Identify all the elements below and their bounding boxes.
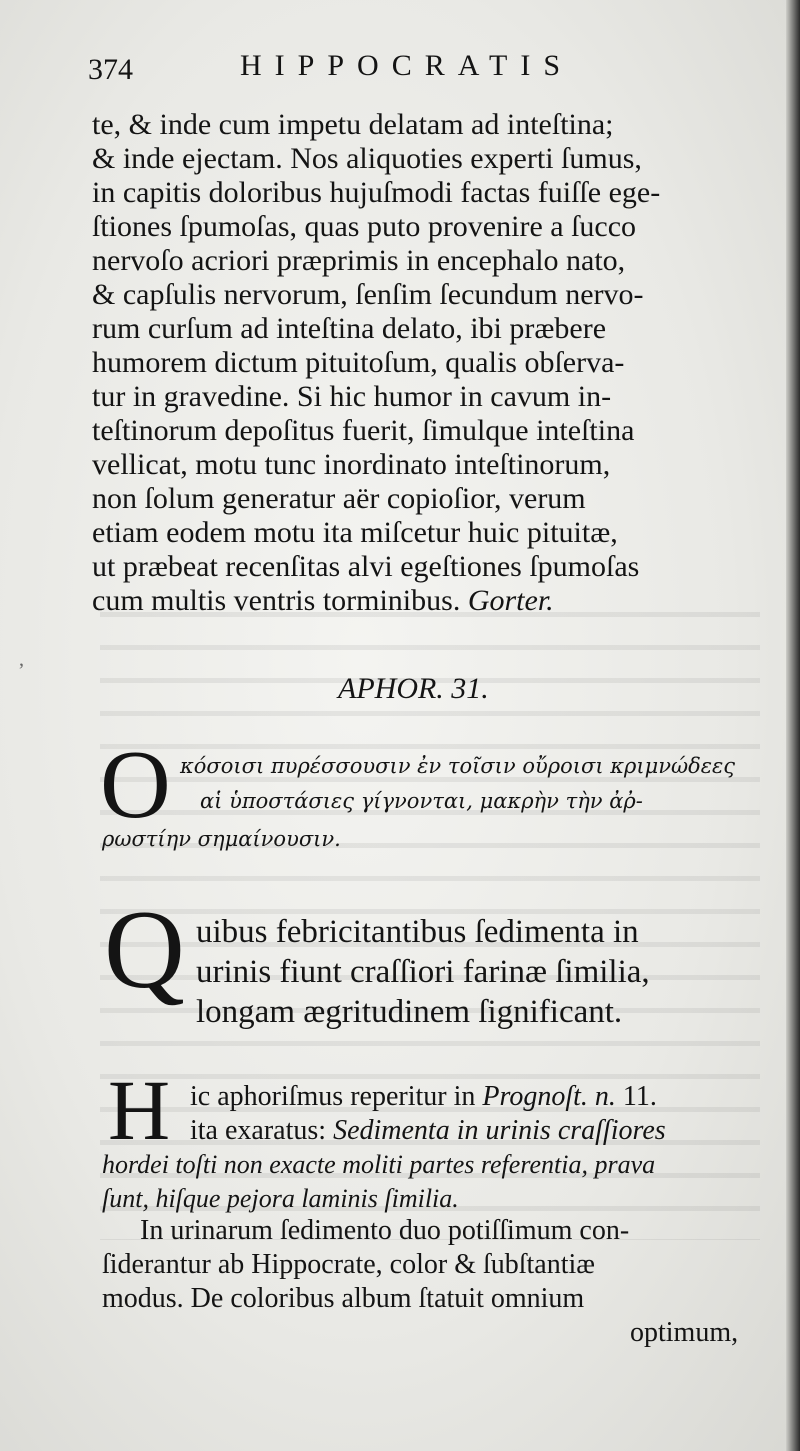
aphorism-heading: APHOR. 31.: [338, 672, 489, 705]
latin-line: longam ægritudinem ſignificant.: [196, 994, 623, 1030]
greek-line: αἱ ὑποστάσιες γίγνονται, μακρὴν τὴν ἀῤ-: [200, 789, 643, 813]
text-line: tur in gravedine. Si hic humor in cavum in-: [92, 380, 612, 413]
text-line: nervoſo acriori præprimis in encephalo nato,: [92, 244, 626, 277]
text-line: teſtinorum depoſitus fuerit, ſimulque inteſtina: [92, 414, 635, 447]
text-fragment: cum multis ventris torminibus.: [92, 584, 461, 617]
commentary-line: In urinarum ſedimento duo potiſſimum con-: [140, 1215, 630, 1246]
latin-line: urinis fiunt craſſiori farinæ ſimilia,: [196, 954, 650, 990]
text-line: ſtiones ſpumoſas, quas puto provenire a ſucco: [92, 210, 637, 243]
text-line: & capſulis nervorum, ſenſim ſecundum nervo-: [92, 278, 644, 311]
quoted-text: Sedimenta in urinis craſſiores: [333, 1115, 666, 1146]
margin-mark: ʼ: [18, 660, 25, 682]
source-reference: Prognoſt. n.: [482, 1081, 616, 1112]
text-line: rum curſum ad inteſtina delato, ibi præbere: [92, 312, 607, 345]
text-line: non ſolum generatur aër copioſior, verum: [92, 482, 586, 515]
text-line: vellicat, motu tunc inordinato inteſtinorum,: [92, 448, 611, 481]
text-line: ut præbeat recenſitas alvi egeſtiones ſpumoſas: [92, 550, 640, 583]
greek-line: κόσοισι πυρέσσουσιν ἐν τοῖσιν οὔροισι κριμνώδεες: [180, 754, 736, 778]
reference-number: 11.: [622, 1081, 657, 1112]
text-line: te, & inde cum impetu delatam ad inteſtina;: [92, 108, 614, 141]
commentary-line: [190, 1114, 666, 1148]
text-line: & inde ejectam. Nos aliquoties experti ſumus,: [92, 142, 642, 175]
greek-drop-cap: O: [100, 731, 171, 839]
text-fragment: ita exaratus:: [190, 1115, 327, 1146]
running-head: HIPPOCRATIS: [240, 49, 574, 82]
greek-line: ρωστίην σημαίνουσιν.: [102, 827, 341, 851]
quoted-line: hordei toſti non exacte moliti partes referentia, prava: [102, 1150, 656, 1179]
catchword: optimum,: [630, 1317, 739, 1348]
text-fragment: ic aphoriſmus reperitur in: [190, 1081, 476, 1112]
commentary-line: ſiderantur ab Hippocrate, color & ſubſtantiæ: [102, 1249, 595, 1280]
text-line: in capitis doloribus hujuſmodi factas fuiſſe ege-: [92, 176, 661, 209]
text-line: etiam eodem motu ita miſcetur huic pituitæ,: [92, 516, 618, 549]
commentary-drop-cap: H: [108, 1062, 171, 1158]
page-number: 374: [88, 53, 133, 86]
text-line-last: [92, 584, 554, 618]
author-citation: Gorter.: [467, 584, 554, 617]
commentary-line: [190, 1080, 657, 1114]
quoted-line: ſunt, hiſque pejora laminis ſimilia.: [102, 1184, 459, 1213]
page-gutter: [786, 0, 800, 1451]
page-header: [88, 45, 768, 100]
latin-line: uibus febricitantibus ſedimenta in: [196, 914, 639, 950]
commentary-line: modus. De coloribus album ſtatuit omnium: [102, 1283, 585, 1314]
latin-drop-cap: Q: [104, 888, 185, 1012]
text-line: humorem dictum pituitoſum, qualis obſerva-: [92, 346, 625, 379]
